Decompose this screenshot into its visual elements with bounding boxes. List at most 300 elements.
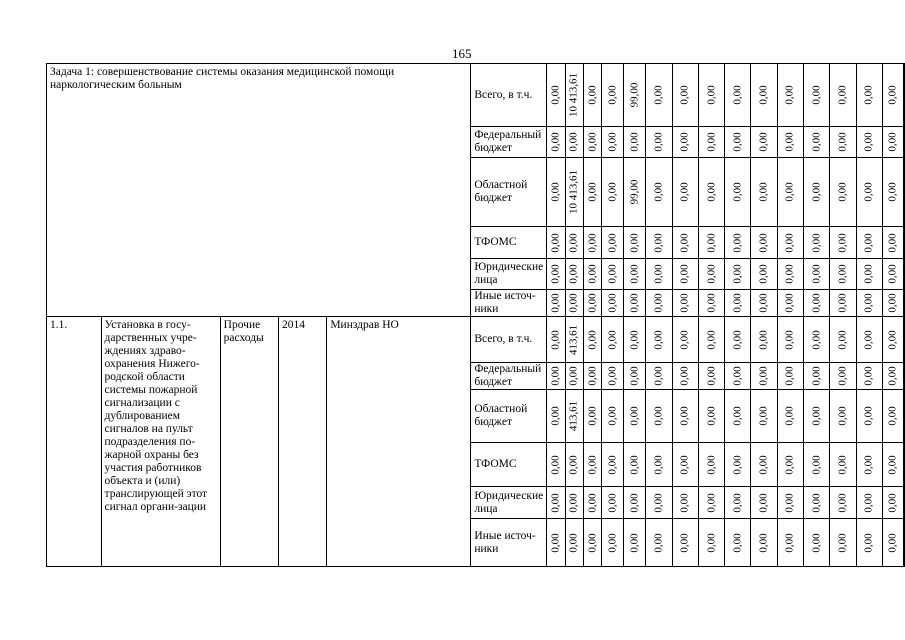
value-cell [751, 390, 777, 443]
value-text: 0,00 [783, 85, 796, 105]
value-cell [624, 487, 646, 519]
value-cell [882, 519, 903, 567]
value-text: 0,00 [862, 366, 875, 386]
value-cell [602, 64, 624, 127]
item-expense-type: Прочие расходы [220, 317, 278, 567]
value-cell [672, 227, 698, 259]
value-cell [584, 64, 602, 127]
value-cell [672, 259, 698, 290]
value-text: 0,00 [606, 232, 619, 253]
value-text: 0,00 [757, 232, 770, 253]
value-cell [725, 363, 751, 390]
value-text: 0,00 [836, 293, 849, 313]
funding-source: ТФОМС [471, 227, 547, 259]
value-text: 0,00 [586, 454, 599, 475]
value-text: 0,00 [783, 293, 796, 313]
value-cell [725, 64, 751, 127]
value-text: 0,00 [628, 132, 641, 152]
value-cell [904, 290, 905, 317]
value-cell [698, 390, 724, 443]
value-cell [725, 259, 751, 290]
value-text: 0,00 [549, 182, 562, 202]
value-text: 0,00 [586, 232, 599, 253]
value-text: 0,00 [606, 532, 619, 553]
value-text: 0,00 [731, 532, 744, 553]
value-text: 0,00 [606, 264, 619, 284]
value-text: 0,00 [886, 85, 899, 105]
value-cell [725, 519, 751, 567]
value-text [904, 401, 905, 431]
value-cell [751, 227, 777, 259]
value-cell [830, 227, 856, 259]
value-cell [856, 519, 882, 567]
value-cell [584, 290, 602, 317]
value-cell [565, 127, 583, 158]
value-cell [624, 259, 646, 290]
value-text: 0,00 [606, 492, 619, 513]
value-cell [904, 227, 905, 259]
value-text: 0,00 [886, 232, 899, 253]
value-text: 0,00 [731, 454, 744, 475]
value-text: 0,00 [628, 454, 641, 475]
value-cell [547, 443, 565, 487]
value-text: 0,00 [731, 492, 744, 513]
table-row [47, 317, 905, 363]
value-cell [904, 127, 905, 158]
value-cell [565, 227, 583, 259]
value-text: 0,00 [836, 532, 849, 553]
value-text: 0,00 [810, 406, 823, 426]
value-cell [856, 487, 882, 519]
value-text: 0,00 [606, 406, 619, 426]
value-cell [725, 290, 751, 317]
value-text: 0,00 [862, 132, 875, 152]
value-cell [856, 290, 882, 317]
value-cell [830, 259, 856, 290]
value-text: 0,00 [886, 293, 899, 313]
value-text: 0,00 [810, 264, 823, 284]
value-text: 0,00 [606, 293, 619, 313]
value-cell [584, 363, 602, 390]
value-text: 0,00 [567, 454, 580, 475]
value-text: 0,00 [606, 85, 619, 105]
value-cell [646, 290, 672, 317]
value-cell [830, 127, 856, 158]
value-text: 0,00 [678, 454, 691, 475]
value-cell [725, 443, 751, 487]
value-text: 0,00 [652, 329, 665, 350]
value-text: 0,00 [862, 232, 875, 253]
value-text: 0,00 [705, 329, 718, 350]
value-text: 0,00 [549, 132, 562, 152]
value-cell [672, 519, 698, 567]
value-text: 0,00 [678, 132, 691, 152]
value-text: 0,00 [836, 132, 849, 152]
value-cell [646, 259, 672, 290]
funding-source: Всего, в т.ч. [471, 64, 547, 127]
value-text: 0,00 [862, 454, 875, 475]
value-text: 0,00 [757, 406, 770, 426]
value-text: 0,00 [731, 264, 744, 284]
value-cell [672, 64, 698, 127]
value-text: 0,00 [586, 182, 599, 202]
value-cell [698, 64, 724, 127]
value-text: 0,00 [652, 232, 665, 253]
value-cell [830, 64, 856, 127]
funding-source: Юридические лица [471, 487, 547, 519]
value-text: 0,00 [549, 85, 562, 105]
value-text: 0,00 [549, 406, 562, 426]
value-cell [751, 443, 777, 487]
value-text: 0,00 [678, 293, 691, 313]
value-text: 0,00 [567, 132, 580, 152]
value-cell [672, 290, 698, 317]
value-text: 0,00 [783, 406, 796, 426]
value-text: 0,00 [886, 264, 899, 284]
value-text: 0,00 [731, 182, 744, 202]
value-cell [904, 158, 905, 227]
value-cell [725, 227, 751, 259]
value-cell [725, 127, 751, 158]
funding-source: Всего, в т.ч. [471, 317, 547, 363]
value-text: 0,00 [567, 532, 580, 553]
item-name: Установка в госу-дарственных учре-ждениях здраво-охранения Нижего-родской области системы пожарной сигнализации с дублированием сигналов на пульт подразделения по-жарной охраны без участия работников объекта и (или) транслирующей этот сигнал органи-зации [101, 317, 220, 567]
task-description: Задача 1: совершенствование системы оказания медицинской помощи наркологическим больным [47, 64, 471, 317]
funding-source: Иные источ-ники [471, 290, 547, 317]
value-text: 0,00 [836, 264, 849, 284]
value-text: 0,00 [783, 532, 796, 553]
value-cell [856, 443, 882, 487]
value-cell [547, 259, 565, 290]
value-text: 0,00 [757, 454, 770, 475]
value-text: 0,00 [757, 85, 770, 105]
value-cell [547, 390, 565, 443]
value-text: 0,00 [810, 532, 823, 553]
value-text: 0,00 [678, 492, 691, 513]
value-text: 0,00 [606, 454, 619, 475]
funding-source: Юридические лица [471, 259, 547, 290]
value-cell [830, 158, 856, 227]
value-text [904, 455, 905, 474]
value-cell [547, 487, 565, 519]
value-cell [751, 158, 777, 227]
value-text: 0,00 [652, 406, 665, 426]
value-text: 0,00 [731, 329, 744, 350]
value-cell [856, 317, 882, 363]
value-text: 0,00 [549, 264, 562, 284]
value-cell [777, 443, 803, 487]
value-text: 0,00 [810, 132, 823, 152]
value-cell [698, 158, 724, 227]
value-text: 0,00 [628, 329, 641, 350]
value-cell [547, 64, 565, 127]
value-text: 0,00 [886, 406, 899, 426]
value-cell [565, 64, 583, 127]
value-cell [602, 443, 624, 487]
value-text: 0,00 [652, 366, 665, 386]
value-cell [777, 127, 803, 158]
value-cell [646, 363, 672, 390]
value-cell [565, 290, 583, 317]
value-cell [547, 363, 565, 390]
value-cell [646, 390, 672, 443]
value-text: 0,00 [731, 232, 744, 253]
value-cell [777, 363, 803, 390]
value-cell [584, 317, 602, 363]
item-year: 2014 [279, 317, 327, 567]
value-cell [882, 363, 903, 390]
value-text: 0,00 [567, 366, 580, 386]
value-cell [646, 317, 672, 363]
value-text: 0,00 [606, 366, 619, 386]
value-cell [777, 290, 803, 317]
value-text: 0,00 [757, 366, 770, 386]
value-text: 0,00 [606, 329, 619, 350]
value-cell [804, 363, 830, 390]
value-text: 0,00 [705, 293, 718, 313]
value-cell [904, 443, 905, 487]
value-text: 0,00 [810, 85, 823, 105]
value-text: 0,00 [567, 492, 580, 513]
value-cell [602, 290, 624, 317]
value-cell [672, 443, 698, 487]
value-text: 0,00 [567, 293, 580, 313]
value-cell [904, 317, 905, 363]
value-cell [882, 227, 903, 259]
value-cell [624, 290, 646, 317]
value-cell [804, 127, 830, 158]
value-text: 0,00 [678, 264, 691, 284]
value-text: 0,00 [586, 85, 599, 105]
value-cell [751, 64, 777, 127]
value-text: 0,00 [705, 132, 718, 152]
value-text [904, 233, 905, 252]
value-cell [830, 519, 856, 567]
value-text: 0,00 [836, 232, 849, 253]
value-cell [584, 158, 602, 227]
value-cell [777, 158, 803, 227]
value-text: 0,00 [886, 182, 899, 202]
value-text: 0,00 [783, 132, 796, 152]
value-cell [725, 158, 751, 227]
value-cell [830, 487, 856, 519]
value-cell [856, 363, 882, 390]
value-cell [646, 158, 672, 227]
value-text: 0,00 [731, 293, 744, 313]
value-cell [904, 363, 905, 390]
value-text: 413,61 [567, 400, 580, 432]
value-text: 0,00 [836, 492, 849, 513]
value-cell [904, 64, 905, 127]
value-cell [725, 317, 751, 363]
value-cell [751, 259, 777, 290]
value-cell [751, 317, 777, 363]
value-text: 0,00 [862, 492, 875, 513]
value-cell [882, 317, 903, 363]
value-text: 0,00 [757, 329, 770, 350]
value-cell [830, 317, 856, 363]
value-text: 0,00 [586, 532, 599, 553]
value-text: 0,00 [810, 293, 823, 313]
value-cell [565, 259, 583, 290]
value-text [904, 73, 905, 117]
value-text: 0,00 [652, 532, 665, 553]
value-cell [856, 64, 882, 127]
value-text: 0,00 [783, 366, 796, 386]
value-text: 0,00 [705, 366, 718, 386]
value-text: 0,00 [705, 182, 718, 202]
value-cell [646, 519, 672, 567]
value-cell [804, 290, 830, 317]
value-text [904, 293, 905, 312]
value-text: 0,00 [757, 492, 770, 513]
value-text: 0,00 [705, 532, 718, 553]
value-cell [751, 519, 777, 567]
value-cell [882, 127, 903, 158]
funding-source: Областной бюджет [471, 158, 547, 227]
value-text: 0,00 [628, 232, 641, 253]
value-cell [584, 519, 602, 567]
funding-table [46, 63, 905, 567]
value-cell [882, 64, 903, 127]
value-text [904, 132, 905, 151]
value-cell [672, 487, 698, 519]
value-text: 0,00 [836, 366, 849, 386]
value-text: 0,00 [862, 293, 875, 313]
value-cell [777, 390, 803, 443]
value-cell [602, 487, 624, 519]
value-text: 0,00 [886, 454, 899, 475]
value-cell [602, 259, 624, 290]
value-text: 0,00 [652, 182, 665, 202]
value-cell [777, 227, 803, 259]
value-text: 0,00 [678, 85, 691, 105]
value-text: 0,00 [731, 132, 744, 152]
value-cell [547, 317, 565, 363]
value-text: 0,00 [757, 132, 770, 152]
value-cell [584, 227, 602, 259]
value-cell [602, 127, 624, 158]
value-text: 0,00 [783, 232, 796, 253]
value-text: 0,00 [628, 366, 641, 386]
value-text: 0,00 [757, 264, 770, 284]
value-text: 0,00 [836, 85, 849, 105]
value-text: 0,00 [678, 406, 691, 426]
value-cell [856, 259, 882, 290]
value-text: 0,00 [705, 264, 718, 284]
value-text: 0,00 [586, 264, 599, 284]
value-cell [584, 487, 602, 519]
value-text: 0,00 [549, 366, 562, 386]
value-text: 0,00 [862, 406, 875, 426]
value-cell [698, 519, 724, 567]
value-cell [602, 390, 624, 443]
value-cell [698, 363, 724, 390]
value-cell [804, 443, 830, 487]
value-cell [624, 519, 646, 567]
value-text: 0,00 [586, 293, 599, 313]
value-text: 0,00 [678, 366, 691, 386]
value-cell [565, 443, 583, 487]
value-cell [804, 259, 830, 290]
value-cell [830, 363, 856, 390]
value-cell [804, 227, 830, 259]
value-cell [751, 487, 777, 519]
value-cell [698, 127, 724, 158]
value-cell [804, 390, 830, 443]
value-cell [547, 227, 565, 259]
value-text: 0,00 [862, 264, 875, 284]
table-row [47, 64, 905, 127]
value-text: 0,00 [652, 85, 665, 105]
value-text: 0,00 [678, 232, 691, 253]
value-text: 0,00 [652, 492, 665, 513]
value-text: 0,00 [705, 85, 718, 105]
value-text: 0,00 [810, 182, 823, 202]
value-text: 0,00 [862, 85, 875, 105]
value-text: 0,00 [783, 454, 796, 475]
value-text: 0,00 [606, 132, 619, 152]
value-cell [672, 363, 698, 390]
value-text: 0,00 [886, 132, 899, 152]
value-cell [698, 290, 724, 317]
value-cell [602, 363, 624, 390]
value-cell [624, 127, 646, 158]
value-text: 0,00 [705, 492, 718, 513]
value-cell [672, 390, 698, 443]
value-cell [856, 390, 882, 443]
value-text: 0,00 [606, 182, 619, 202]
value-cell [602, 317, 624, 363]
value-cell [882, 390, 903, 443]
value-cell [624, 317, 646, 363]
value-cell [584, 390, 602, 443]
value-text: 0,00 [810, 232, 823, 253]
value-text: 0,00 [586, 132, 599, 152]
value-cell [904, 390, 905, 443]
value-text: 0,00 [628, 406, 641, 426]
value-cell [777, 259, 803, 290]
value-text: 0,00 [783, 264, 796, 284]
value-text: 0,00 [652, 293, 665, 313]
value-cell [646, 487, 672, 519]
value-cell [602, 227, 624, 259]
value-cell [725, 390, 751, 443]
value-cell [547, 519, 565, 567]
value-text: 0,00 [705, 454, 718, 475]
value-cell [672, 317, 698, 363]
value-cell [646, 64, 672, 127]
value-cell [624, 443, 646, 487]
item-number: 1.1. [47, 317, 102, 567]
value-text: 0,00 [652, 264, 665, 284]
funding-source: Федеральный бюджет [471, 127, 547, 158]
value-text: 0,00 [678, 182, 691, 202]
value-cell [804, 64, 830, 127]
value-cell [602, 519, 624, 567]
value-text: 0,00 [810, 329, 823, 350]
value-text: 0,00 [567, 232, 580, 253]
value-cell [646, 443, 672, 487]
value-text: 0,00 [586, 329, 599, 350]
value-text: 0,00 [586, 366, 599, 386]
value-cell [698, 259, 724, 290]
value-text: 0,00 [628, 264, 641, 284]
funding-source: Иные источ-ники [471, 519, 547, 567]
value-text: 0,00 [810, 366, 823, 386]
value-text: 0,00 [862, 532, 875, 553]
funding-source: Областной бюджет [471, 390, 547, 443]
